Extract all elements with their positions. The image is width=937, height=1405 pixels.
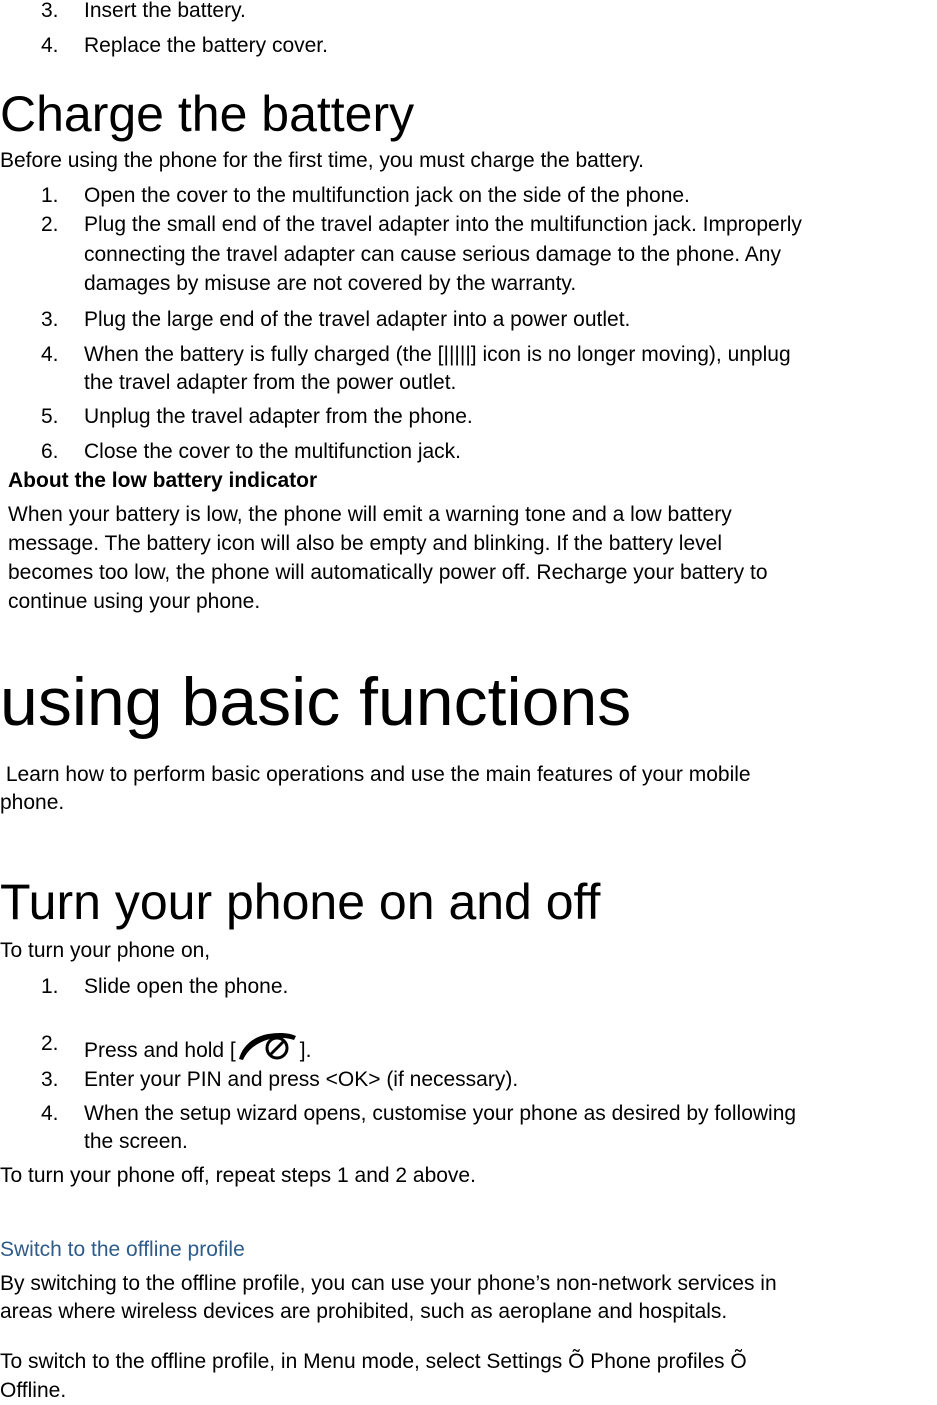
turn-on-intro: To turn your phone on, [0, 939, 211, 962]
list-item-text: When the setup wizard opens, customise your phone as desired by following [84, 1102, 797, 1125]
list-number: 2. [41, 213, 59, 236]
list-item-text: Enter your PIN and press <OK> (if necessary). [84, 1068, 519, 1091]
offline-para1-line: areas where wireless devices are prohibited, such as aeroplane and hospitals. [0, 1300, 728, 1323]
list-number: 3. [41, 1068, 59, 1091]
list-number: 2. [41, 1032, 59, 1055]
list-item-text: Replace the battery cover. [84, 34, 328, 57]
offline-para1-line: By switching to the offline profile, you can use your phone’s non-network services in [0, 1272, 777, 1295]
list-item-text: connecting the travel adapter can cause serious damage to the phone. Any [84, 243, 781, 266]
low-battery-line: continue using your phone. [8, 590, 261, 613]
list-number: 1. [41, 184, 59, 207]
offline-para2-line: To switch to the offline profile, in Menu mode, select Settings Õ Phone profiles Õ [0, 1350, 747, 1373]
list-item-text [84, 1029, 311, 1065]
chapter-intro-line: Learn how to perform basic operations and use the main features of your mobile [0, 763, 751, 786]
list-item-text: the travel adapter from the power outlet. [84, 371, 457, 394]
low-battery-line: message. The battery icon will also be empty and blinking. If the battery level [8, 532, 722, 555]
list-number: 4. [41, 343, 59, 366]
turn-on-off-heading: Turn your phone on and off [0, 874, 601, 930]
list-number: 5. [41, 405, 59, 428]
list-item-text: Open the cover to the multifunction jack on the side of the phone. [84, 184, 690, 207]
list-item-text: Unplug the travel adapter from the phone. [84, 405, 473, 428]
offline-para2-line: Offline. [0, 1379, 67, 1402]
low-battery-line: When your battery is low, the phone will emit a warning tone and a low battery [8, 503, 732, 526]
list-item-text: Insert the battery. [84, 0, 246, 22]
press-hold-close: ]. [299, 1039, 312, 1062]
list-item-text: Close the cover to the multifunction jack. [84, 440, 462, 463]
turn-off-text: To turn your phone off, repeat steps 1 and 2 above. [0, 1164, 476, 1187]
list-item-text: the screen. [84, 1130, 188, 1153]
list-item-text: Plug the small end of the travel adapter into the multifunction jack. Improperly [84, 213, 802, 236]
list-number: 1. [41, 975, 59, 998]
list-number: 3. [41, 0, 59, 22]
charge-heading: Charge the battery [0, 86, 415, 142]
end-call-power-icon [236, 1029, 300, 1063]
charge-intro: Before using the phone for the first time, you must charge the battery. [0, 149, 644, 172]
list-item-text: Slide open the phone. [84, 975, 289, 998]
list-number: 4. [41, 34, 59, 57]
list-number: 3. [41, 308, 59, 331]
low-battery-line: becomes too low, the phone will automatically power off. Recharge your battery to [8, 561, 768, 584]
chapter-title: using basic functions [0, 664, 632, 740]
list-number: 6. [41, 440, 59, 463]
chapter-intro-line: phone. [0, 791, 65, 814]
low-battery-heading: About the low battery indicator [8, 469, 318, 492]
list-item-text: Plug the large end of the travel adapter into a power outlet. [84, 308, 631, 331]
press-hold-text: Press and hold [ [84, 1039, 236, 1062]
list-item-text: When the battery is fully charged (the [|||||] icon is no longer moving), unplug [84, 343, 791, 366]
offline-heading: Switch to the offline profile [0, 1238, 245, 1261]
list-number: 4. [41, 1102, 59, 1125]
list-item-text: damages by misuse are not covered by the warranty. [84, 272, 577, 295]
